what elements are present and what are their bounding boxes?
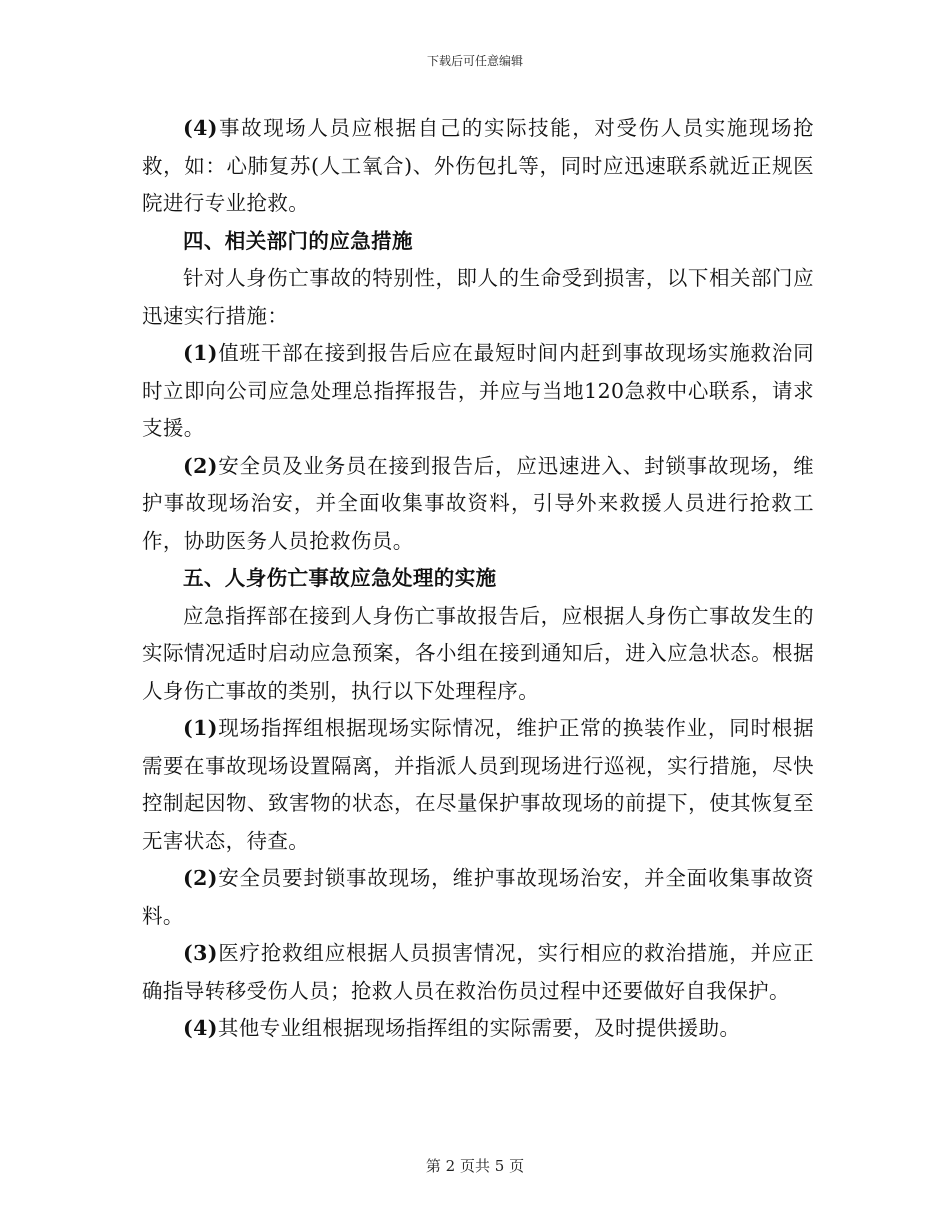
paragraph-intro-procedure: 应急指挥部在接到人身伤亡事故报告后，应根据人身伤亡事故发生的实际情况适时启动应急预案，各小组在接到通知后，进入应急状态。根据人身伤亡事故的类别，执行以下处理程序。	[142, 603, 814, 703]
item-number: (4)	[183, 1016, 218, 1040]
page-footer: 第 2 页共 5 页	[425, 1157, 525, 1175]
paragraph-text: 安全员要封锁事故现场，维护事故现场治安，并全面收集事故资料。	[142, 866, 814, 928]
paragraph-text: 现场指挥组根据现场实际情况，维护正常的换装作业，同时根据需要在事故现场设置隔离，并指派人员到现场进行巡视，实行措施，尽快控制起因物、致害物的状态，在尽量保护事故现场的前提下，使其恢复至无害状态，待查。	[142, 716, 814, 853]
paragraph-text: 其他专业组根据现场指挥组的实际需要，及时提供援助。	[217, 1016, 741, 1040]
item-number: (1)	[183, 716, 218, 740]
paragraph-text: 医疗抢救组应根据人员损害情况，实行相应的救治措施，并应正确指导转移受伤人员；抢救人员在救治伤员过程中还要做好自我保护。	[142, 941, 814, 1003]
paragraph-text: 安全员及业务员在接到报告后，应迅速进入、封锁事故现场，维护事故现场治安，并全面收集事故资料，引导外来救援人员进行抢救工作，协助医务人员抢救伤员。	[142, 453, 814, 553]
paragraph-aid-item-4	[142, 110, 814, 223]
item-number: (2)	[183, 866, 218, 890]
item-number: (2)	[183, 453, 218, 478]
document-body	[142, 110, 814, 1048]
section-heading-5: 五、人身伤亡事故应急处理的实施	[183, 566, 497, 590]
paragraph-procedure-item-2	[142, 860, 814, 935]
page-header: 下载后可任意编辑	[426, 54, 523, 68]
paragraph-procedure-item-1	[142, 710, 814, 860]
paragraph-text: 事故现场人员应根据自己的实际技能，对受伤人员实施现场抢救，如：心肺复苏(人工氧合)、外伤包扎等，同时应迅速联系就近正规医院进行专业抢救。	[142, 116, 814, 215]
paragraph-measure-item-2	[142, 448, 814, 561]
item-number: (4)	[183, 116, 218, 140]
paragraph-procedure-item-4	[142, 1010, 814, 1048]
section-heading-4: 四、相关部门的应急措施	[183, 228, 413, 253]
item-number: (1)	[183, 341, 218, 365]
item-number: (3)	[183, 941, 218, 965]
paragraph-intro-measures: 针对人身伤亡事故的特别性，即人的生命受到损害，以下相关部门应迅速实行措施：	[142, 266, 814, 328]
paragraph-measure-item-1	[142, 335, 814, 448]
paragraph-text: 值班干部在接到报告后应在最短时间内赶到事故现场实施救治同时立即向公司应急处理总指挥报告，并应与当地120急救中心联系，请求支援。	[142, 341, 814, 440]
paragraph-procedure-item-3	[142, 935, 814, 1010]
